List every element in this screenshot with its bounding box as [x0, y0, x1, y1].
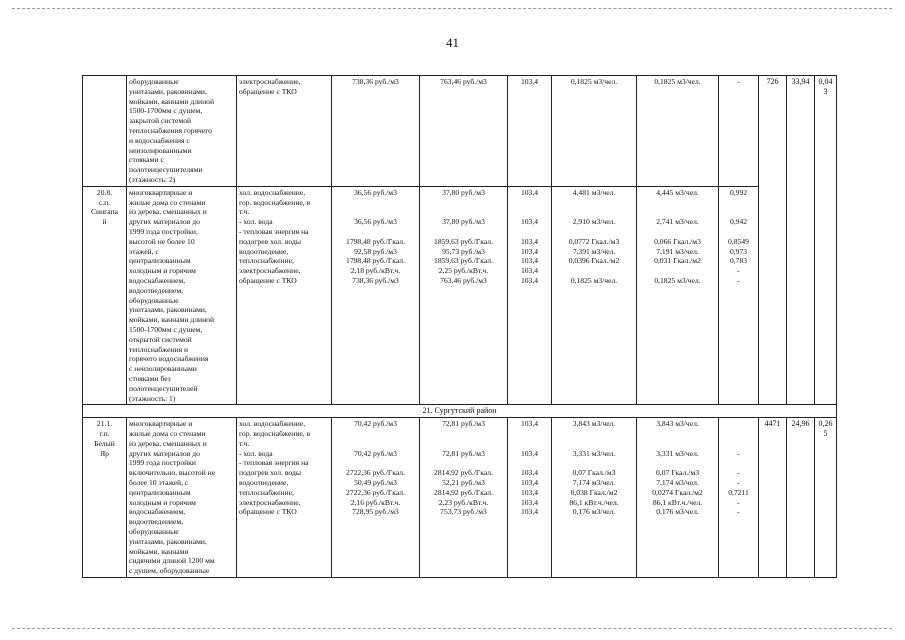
cell-tariff-2: 763,46 руб./м3 — [420, 76, 508, 187]
cell-tariff-2: 37,80 руб./м3 37,80 руб./м3 1859,63 руб./Гкал. 95,73 руб./м3 1859,63 руб./Гкал. 2,25 руб./кВт.ч. 763,46 руб./м3 — [420, 186, 508, 405]
cell-norm-1: 4,481 м3/чел. 2,910 м3/чел. 0,0772 Гкал./м3 7,391 м3/чел. 0,0396 Гкал./м2 0,1825 м3/чел. — [552, 186, 637, 405]
cell-description: многоквартирные и жилые дома со стенами из дерева, смешанных и других материалов до 1999 года постройки, высотой не более 10 этажей, с централизованным холодным и горячим водоснабжением, водоотведением, оборудованные унитазами, раковинами, мойками, ваннами длиной 1500-1700мм с душем, открытой системой теплоснабжения и горячего водоснабжения с неизолированными стояками без полотенцесушителей (этажность: 1) — [127, 186, 237, 405]
region-title: 21. Сургутский район — [83, 405, 837, 418]
cell-coef: - — [719, 76, 759, 187]
cell-description: оборудованные унитазами, раковинами, мойками, ваннами длиной 1500-1700мм с душем, закрытой системой теплоснабжения горячего и водоснабжения с неизолированными стояками с полотенцесушителями (этажность: 2) — [127, 76, 237, 187]
table-row-20-8 — [83, 186, 837, 405]
cell-coef: - - - 0,7211 - - — [719, 418, 759, 578]
scan-edge-bottom — [12, 628, 892, 629]
cell-services: хол. водоснабжение, гор. водоснабжение, в т.ч. - хол. вода - тепловая энергия на подогрев хол. воды водоотведение, теплоснабжение, электроснабжение, обращение с ТКО — [237, 186, 332, 405]
table-row-21-1 — [83, 418, 837, 578]
cell-num: 21.1. г.п. Белый Яр — [83, 418, 127, 578]
cell-population: 4471 — [759, 418, 787, 578]
region-header-row — [83, 405, 837, 418]
cell-num: 20.8. с.п. Сингапа й — [83, 186, 127, 405]
cell-num — [83, 76, 127, 187]
cell-tariff-1: 738,36 руб./м3 — [332, 76, 420, 187]
cell-value: 33,94 — [787, 76, 815, 405]
cell-tariff-1: 36,56 руб./м3 36,56 руб./м3 1798,48 руб./Гкал. 92,58 руб./м3 1798,48 руб./Гкал. 2,18 руб./кВт.ч. 738,36 руб./м3 — [332, 186, 420, 405]
cell-services: хол. водоснабжение, гор. водоснабжение, в т.ч. - хол. вода - тепловая энергия на подогрев хол. воды водоотведение, теплоснабжение, электроснабжение, обращение с ТКО — [237, 418, 332, 578]
tariff-table — [82, 75, 837, 578]
cell-index: 103,4 — [508, 76, 552, 187]
cell-value: 24,96 — [787, 418, 815, 578]
cell-norm-2: 4,445 м3/чел. 2,741 м3/чел. 0,066 Гкал./м3 7,191 м3/чел. 0,031 Гкал./м2 0,1825 м3/чел. — [637, 186, 719, 405]
cell-index: 103,4 103,4 103,4 103,4 103,4 103,4 103,4 — [508, 418, 552, 578]
scan-edge-top — [12, 8, 892, 9]
cell-norm-2: 0,1825 м3/чел. — [637, 76, 719, 187]
cell-index: 103,4 103,4 103,4 103,4 103,4 103,4 103,4 — [508, 186, 552, 405]
cell-norm-1: 0,1825 м3/чел. — [552, 76, 637, 187]
table-row-continuation — [83, 76, 837, 187]
cell-description: многоквартирные и жилые дома со стенами из дерева, смешанных и других материалов до 1999 года постройки включительно, высотой не более 10 этажей, с централизованным холодным и горячим водоснабжением, водоотведением, оборудованные унитазами, раковинами, мойками, ваннами сидячими длиной 1200 мм с душем, оборудованные — [127, 418, 237, 578]
cell-coef: 0,992 0,942 0,8549 0,973 0,783 - - — [719, 186, 759, 405]
cell-ratio: 0,043 — [815, 76, 837, 405]
cell-ratio: 0,265 — [815, 418, 837, 578]
cell-norm-1: 3,843 м3/чел. 3,331 м3/чел. 0,07 Гкал./м3 7,174 м3/чел. 0,038 Гкал./м2 86,1 кВт.ч./чел. 0,176 м3/чел. — [552, 418, 637, 578]
cell-norm-2: 3,843 м3/чел. 3,331 м3/чел. 0,07 Гкал./м3 7,174 м3/чел. 0,0274 Гкал./м2 86,1 кВт.ч./чел. 0,176 м3/чел. — [637, 418, 719, 578]
cell-tariff-1: 70,42 руб./м3 70,42 руб./м3 2722,36 руб./Гкал. 50,49 руб./м3 2722,36 руб./Гкал. 2,16 руб./кВт.ч. 728,95 руб./м3 — [332, 418, 420, 578]
cell-tariff-2: 72,81 руб./м3 72,81 руб./м3 2814,92 руб./Гкал. 52,21 руб./м3 2814,92 руб./Гкал. 2,23 руб./кВт.ч. 753,73 руб./м3 — [420, 418, 508, 578]
cell-population: 726 — [759, 76, 787, 405]
page-number: 41 — [446, 35, 459, 50]
cell-services: электроснабжение, обращение с ТКО — [237, 76, 332, 187]
